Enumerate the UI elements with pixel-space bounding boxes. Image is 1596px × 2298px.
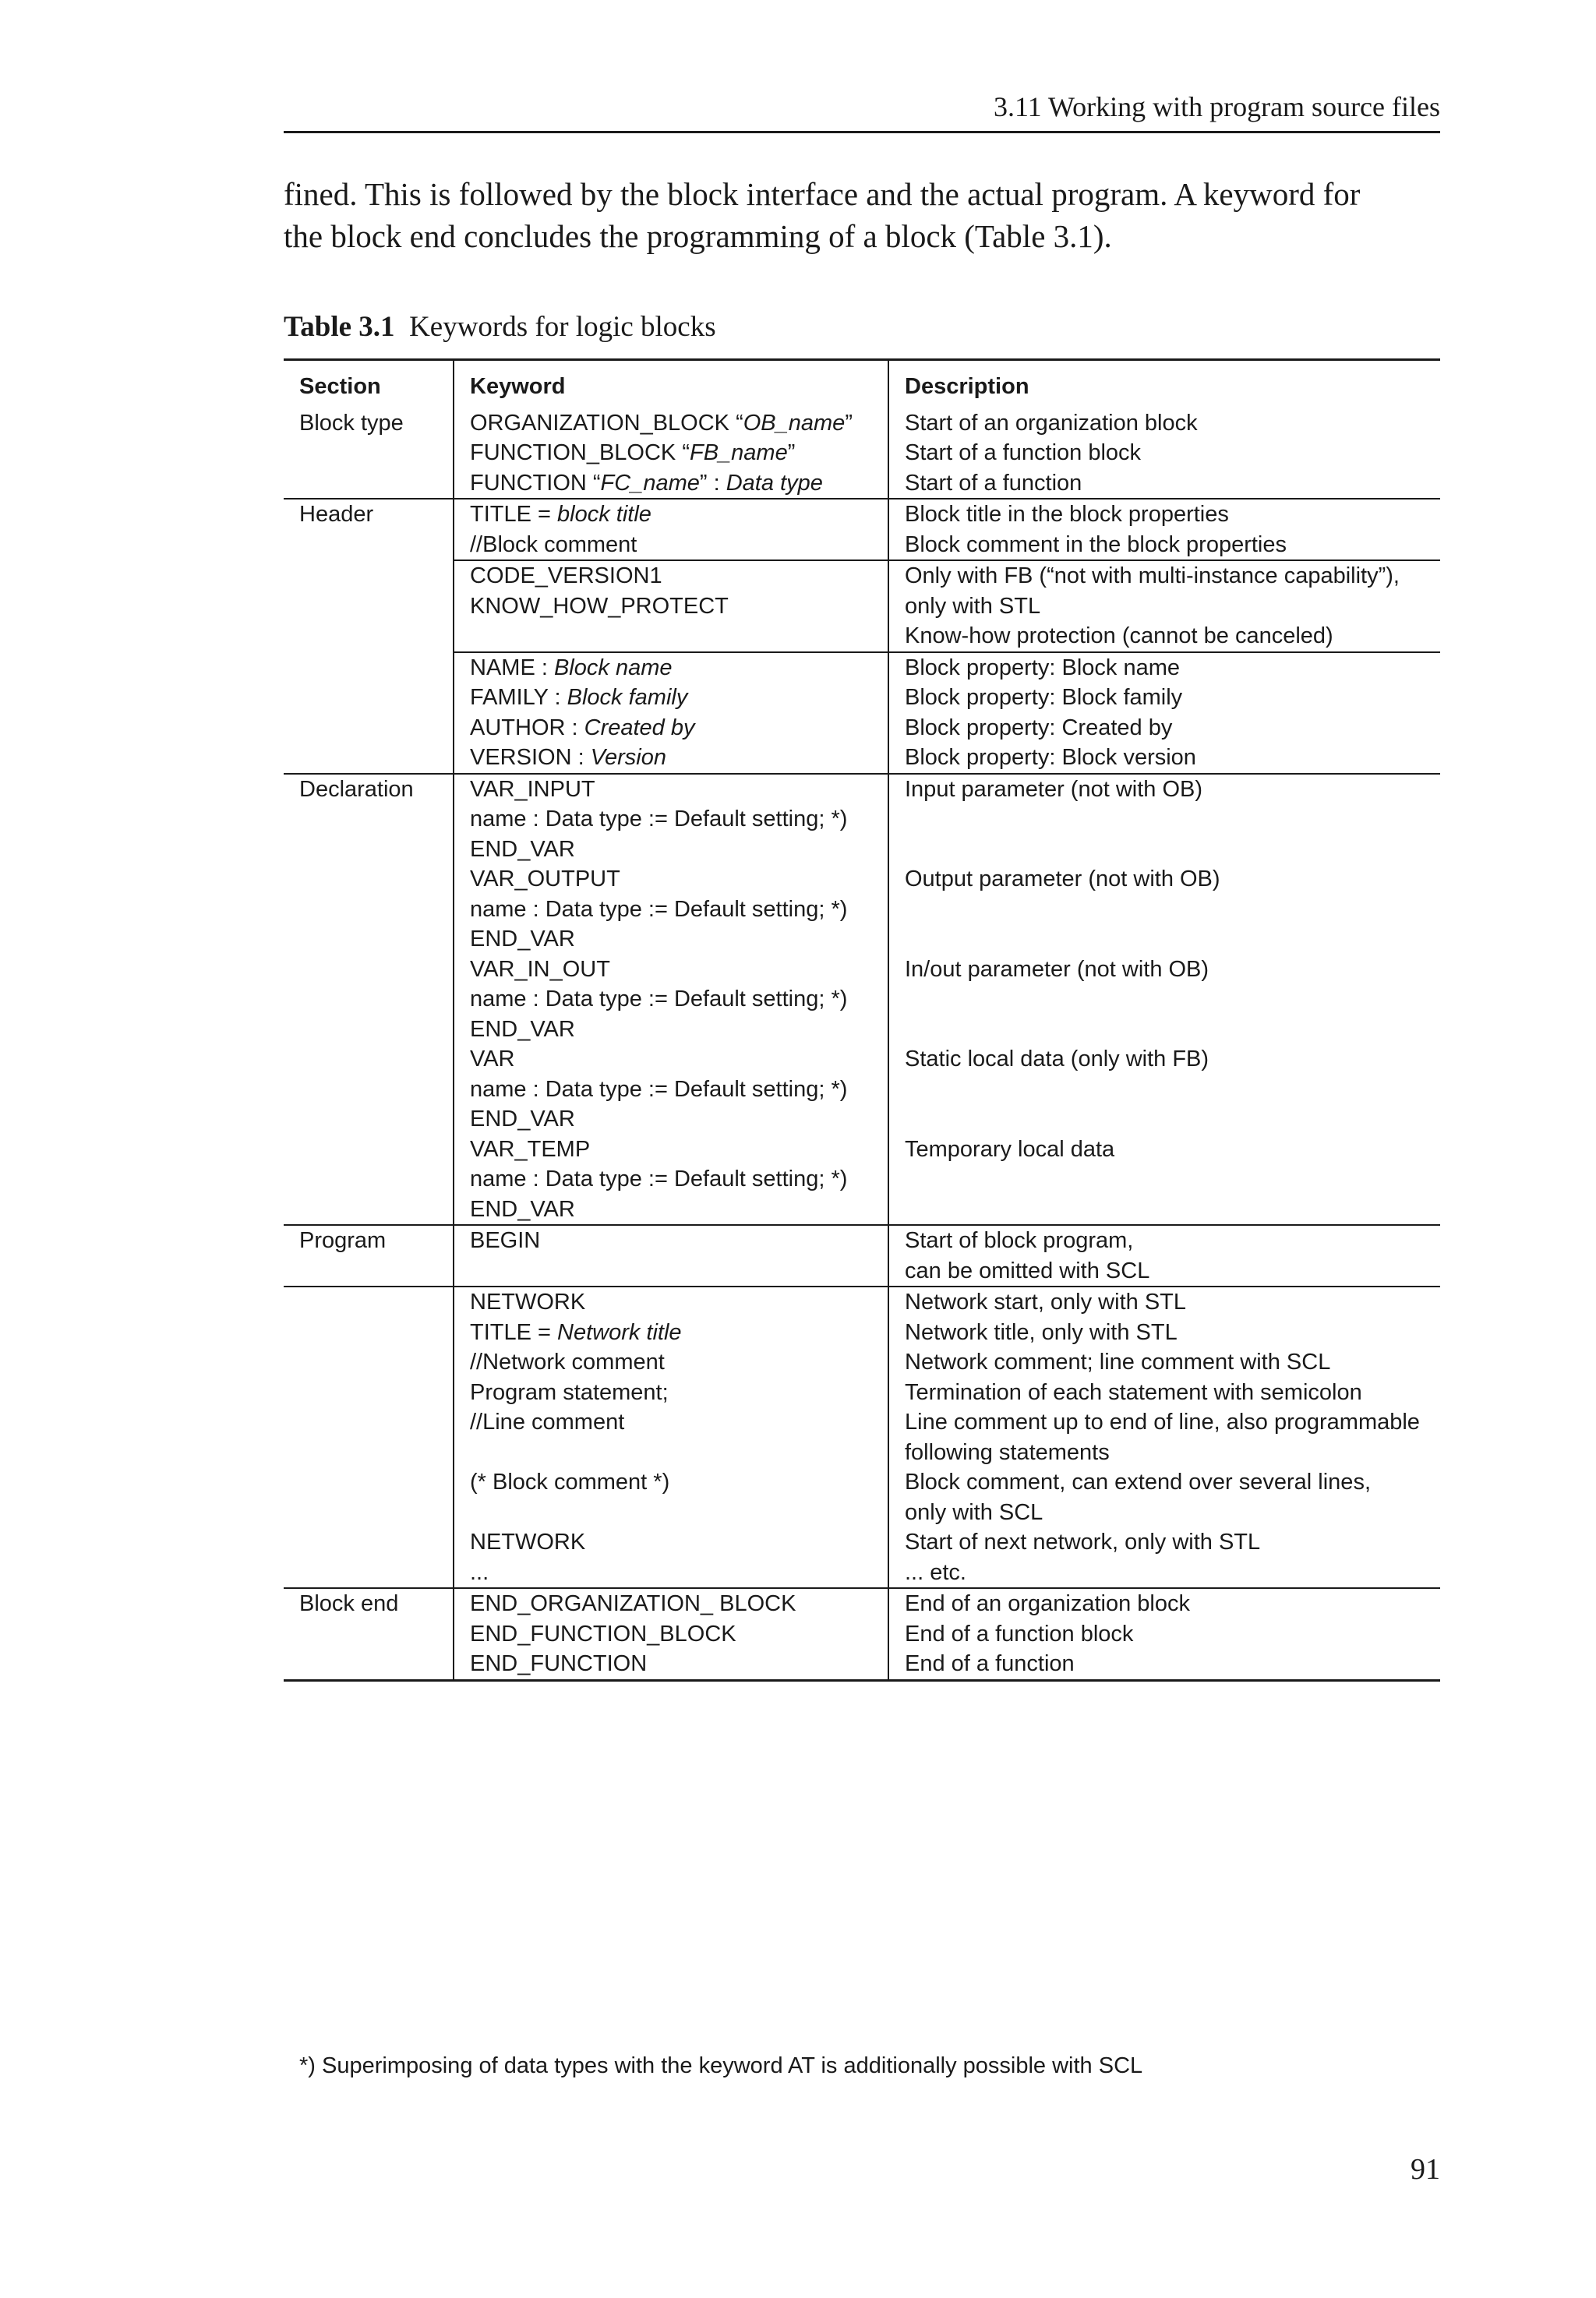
keyword-cell: Program statement; — [454, 1378, 888, 1408]
keyword-cell — [454, 864, 888, 955]
keyword-line: END_VAR — [470, 836, 575, 862]
keyword-line: name : Data type := Default setting; *) — [470, 1076, 848, 1102]
keyword-cell — [454, 560, 888, 652]
keyword-line: FUNCTION_BLOCK “FB_name” — [470, 440, 796, 465]
table-row-var-output — [284, 864, 1440, 955]
description-line: End of an organization block — [905, 1591, 1190, 1616]
description-line: Block property: Created by — [905, 715, 1173, 740]
section-cell-empty — [284, 1287, 454, 1318]
keyword-line: VAR_INPUT — [470, 776, 595, 802]
description-cell: Static local data (only with FB) — [888, 1044, 1440, 1135]
section-cell-empty — [284, 652, 454, 774]
section-cell: Declaration — [284, 774, 454, 865]
table-row-var-input — [284, 774, 1440, 865]
description-cell: ... etc. — [888, 1558, 1440, 1589]
description-line: Block property: Block version — [905, 745, 1196, 770]
description-cell — [888, 1225, 1440, 1287]
description-cell — [888, 499, 1440, 560]
keyword-cell — [454, 652, 888, 774]
description-line: Block title in the block properties — [905, 502, 1229, 527]
table-caption-text: Keywords for logic blocks — [409, 311, 716, 343]
table-row-etc — [284, 1558, 1440, 1589]
table-row-header-3 — [284, 652, 1440, 774]
keyword-cell: TITLE = Network title — [454, 1318, 888, 1348]
col-header-description: Description — [888, 360, 1440, 408]
keyword-cell: ... — [454, 1558, 888, 1589]
description-cell — [888, 652, 1440, 774]
table-header-row — [284, 360, 1440, 408]
table-row-var-in-out — [284, 955, 1440, 1045]
section-cell: Block type — [299, 410, 404, 436]
section-cell-empty — [284, 1467, 454, 1527]
keyword-line: FAMILY : Block family — [470, 685, 688, 710]
description-line: only with STL — [905, 593, 1041, 619]
keyword-line: NAME : Block name — [470, 655, 673, 680]
description-line: End of a function block — [905, 1621, 1134, 1647]
keyword-cell: BEGIN — [454, 1225, 888, 1287]
section-cell-empty — [284, 1527, 454, 1558]
table-row-statement — [284, 1378, 1440, 1408]
description-cell — [888, 1467, 1440, 1527]
description-line: can be omitted with SCL — [905, 1258, 1150, 1283]
col-header-section: Section — [299, 374, 381, 399]
section-cell: Program — [284, 1225, 454, 1287]
section-cell-empty — [284, 1044, 454, 1135]
keyword-line: VAR — [470, 1047, 515, 1071]
table-row-block-comment — [284, 1467, 1440, 1527]
description-cell: Input parameter (not with OB) — [888, 774, 1440, 865]
keyword-line: END_VAR — [470, 1016, 575, 1042]
keyword-line: name : Data type := Default setting; *) — [470, 896, 848, 922]
keyword-cell — [454, 1588, 888, 1680]
description-line: only with SCL — [905, 1499, 1043, 1525]
section-cell-empty — [284, 1407, 454, 1467]
page-number: 91 — [1411, 2153, 1440, 2186]
keyword-line: VAR_TEMP — [470, 1136, 591, 1162]
keyword-line: END_VAR — [470, 927, 575, 951]
section-cell-empty — [284, 1558, 454, 1589]
keyword-cell — [454, 774, 888, 865]
table-row-block-end — [284, 1588, 1440, 1680]
table-row-next-network — [284, 1527, 1440, 1558]
description-line: Only with FB (“not with multi-instance capability”), — [905, 563, 1400, 588]
description-cell: Network title, only with STL — [888, 1318, 1440, 1348]
section-cell-empty — [284, 1347, 454, 1378]
keyword-cell: (* Block comment *) — [454, 1467, 888, 1527]
keyword-cell — [454, 408, 888, 499]
section-cell: Header — [284, 499, 454, 560]
intro-line-2: the block end concludes the programming of a block (Table 3.1). — [284, 218, 1112, 254]
col-header-keyword: Keyword — [454, 360, 888, 408]
table-row-header-1 — [284, 499, 1440, 560]
keyword-cell: //Line comment — [454, 1407, 888, 1467]
description-line: Start of a function block — [905, 440, 1142, 465]
keyword-line: END_FUNCTION — [470, 1651, 648, 1676]
keyword-line: name : Data type := Default setting; *) — [470, 987, 848, 1011]
table-footnote: *) Superimposing of data types with the keyword AT is additionally possible with SCL — [299, 2053, 1143, 2078]
table-row-block-type — [284, 408, 1440, 499]
description-line: following statements — [905, 1439, 1110, 1465]
table-row-begin — [284, 1225, 1440, 1287]
keyword-line: END_VAR — [470, 1196, 575, 1222]
table-row-network — [284, 1287, 1440, 1318]
section-cell-empty — [284, 955, 454, 1045]
section-cell-empty — [284, 1318, 454, 1348]
description-cell: Temporary local data — [888, 1135, 1440, 1226]
keyword-line: name : Data type := Default setting; *) — [470, 1167, 848, 1191]
description-line: Know-how protection (cannot be canceled) — [905, 623, 1333, 648]
keyword-line: END_ORGANIZATION_ BLOCK — [470, 1591, 796, 1616]
description-cell: Network start, only with STL — [888, 1287, 1440, 1318]
description-cell: Output parameter (not with OB) — [888, 864, 1440, 955]
keywords-table — [284, 358, 1440, 1682]
description-line: Block property: Block name — [905, 655, 1180, 680]
table-caption-label: Table 3.1 — [284, 311, 395, 343]
description-line: Start of block program, — [905, 1228, 1134, 1253]
keyword-cell: NETWORK — [454, 1527, 888, 1558]
table-row-network-title — [284, 1318, 1440, 1348]
keyword-line: END_FUNCTION_BLOCK — [470, 1621, 736, 1647]
keyword-cell — [454, 1044, 888, 1135]
description-line: Block comment, can extend over several lines, — [905, 1470, 1371, 1495]
description-line: Start of an organization block — [905, 410, 1198, 436]
description-line: Line comment up to end of line, also programmable — [905, 1410, 1420, 1435]
table-row-var — [284, 1044, 1440, 1135]
section-cell-empty — [284, 560, 454, 652]
section-cell-empty — [284, 1378, 454, 1408]
keyword-line: END_VAR — [470, 1107, 575, 1131]
keyword-line: //Block comment — [470, 531, 637, 557]
keyword-cell: NETWORK — [454, 1287, 888, 1318]
keyword-cell — [454, 1135, 888, 1226]
description-cell — [888, 408, 1440, 499]
keyword-cell: //Network comment — [454, 1347, 888, 1378]
keyword-line: ORGANIZATION_BLOCK “OB_name” — [470, 410, 853, 436]
keyword-line: VAR_IN_OUT — [470, 956, 610, 982]
description-cell — [888, 1407, 1440, 1467]
keyword-line: name : Data type := Default setting; *) — [470, 807, 848, 831]
description-cell: In/out parameter (not with OB) — [888, 955, 1440, 1045]
section-cell-empty — [284, 864, 454, 955]
keyword-line: TITLE = block title — [470, 502, 651, 527]
keyword-cell — [454, 955, 888, 1045]
table-row-header-2 — [284, 560, 1440, 652]
section-cell-empty — [284, 1135, 454, 1226]
running-header: 3.11 Working with program source files — [284, 87, 1440, 133]
description-cell: Network comment; line comment with SCL — [888, 1347, 1440, 1378]
description-line: End of a function — [905, 1651, 1075, 1676]
intro-line-1: fined. This is followed by the block interface and the actual program. A keyword for — [284, 176, 1361, 212]
description-cell — [888, 1588, 1440, 1680]
description-cell — [888, 560, 1440, 652]
description-line: Block comment in the block properties — [905, 531, 1287, 557]
keyword-line: KNOW_HOW_PROTECT — [470, 593, 729, 619]
table-caption — [284, 308, 716, 347]
keyword-line: VERSION : Version — [470, 745, 666, 770]
description-cell: Termination of each statement with semicolon — [888, 1378, 1440, 1408]
keyword-line: FUNCTION “FC_name” : Data type — [470, 470, 823, 496]
table-row-var-temp — [284, 1135, 1440, 1226]
keyword-cell — [454, 499, 888, 560]
intro-paragraph — [284, 173, 1440, 257]
section-cell: Block end — [284, 1588, 454, 1680]
description-line: Block property: Block family — [905, 685, 1183, 710]
description-cell: Start of next network, only with STL — [888, 1527, 1440, 1558]
description-line: Start of a function — [905, 470, 1082, 496]
table-row-network-comment — [284, 1347, 1440, 1378]
keyword-line: VAR_OUTPUT — [470, 867, 620, 891]
keyword-line: AUTHOR : Created by — [470, 715, 695, 740]
keyword-line: CODE_VERSION1 — [470, 563, 662, 588]
table-row-line-comment — [284, 1407, 1440, 1467]
